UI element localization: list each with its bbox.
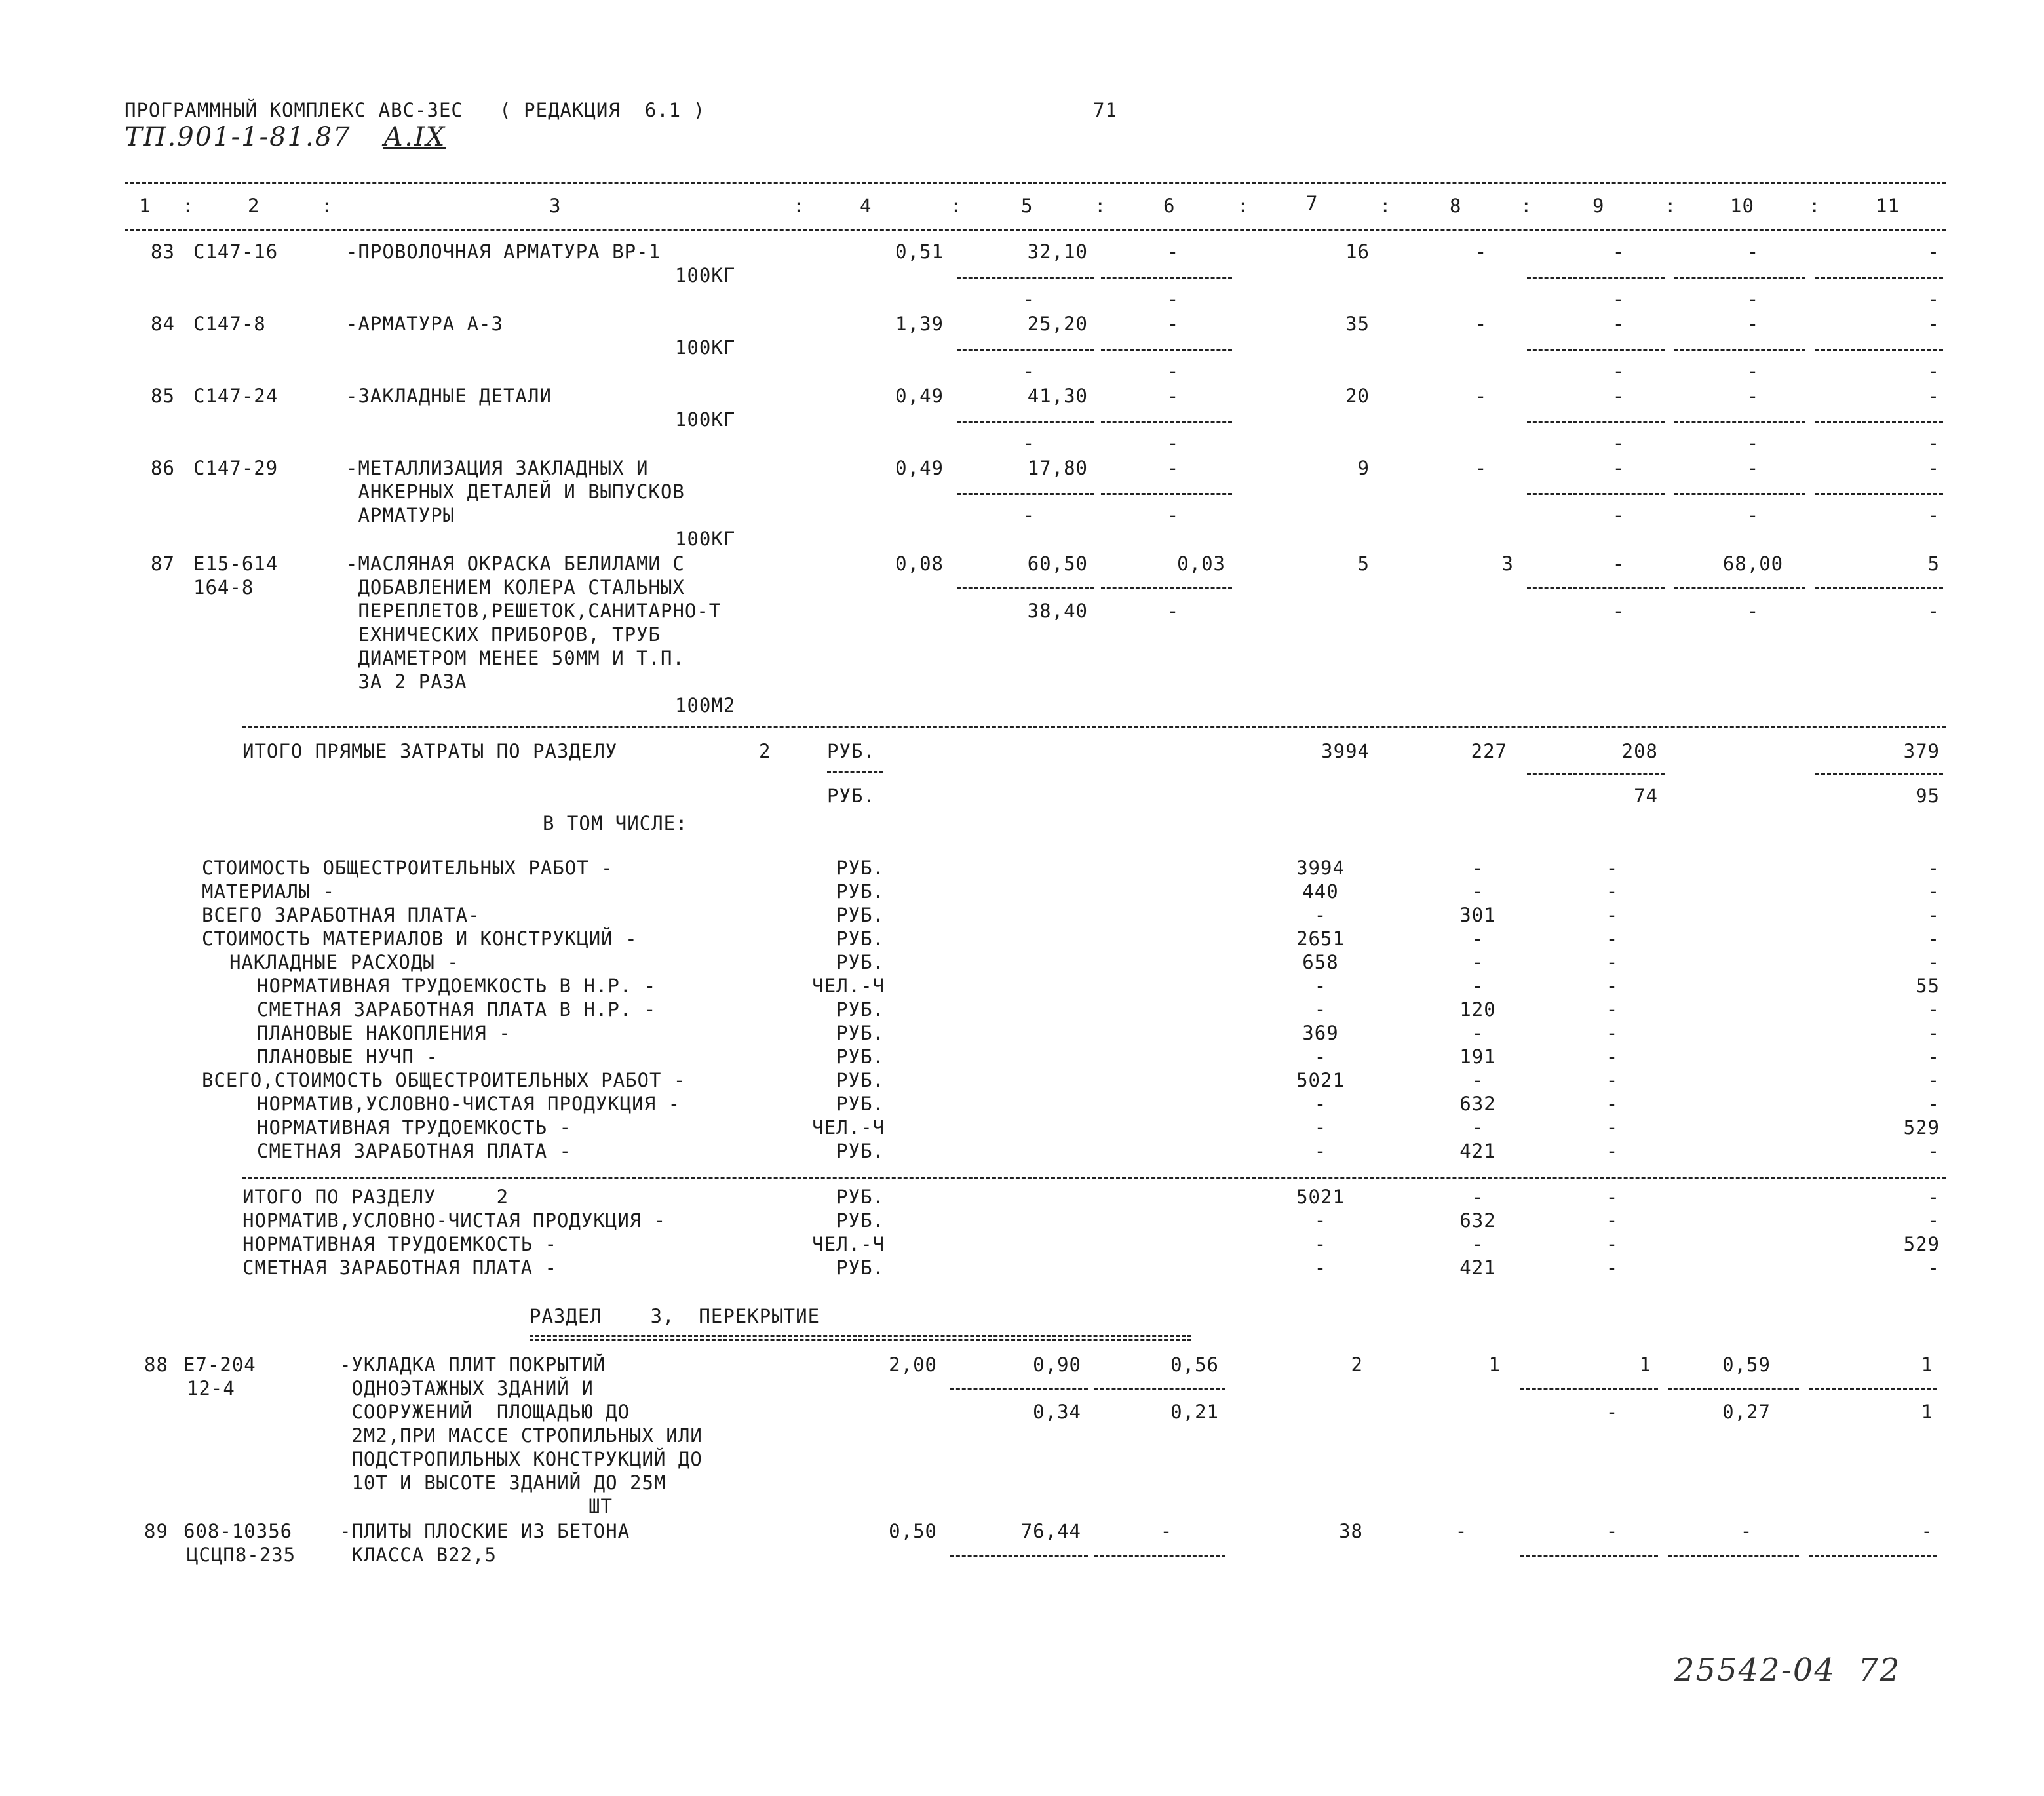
breakdown-c7: 5021	[1296, 1069, 1345, 1091]
cell-c5b: 0,34	[1033, 1401, 1081, 1423]
breakdown-c8: 120	[1459, 998, 1496, 1021]
breakdown-label: НОРМАТИВ,УСЛОВНО-ЧИСТАЯ ПРОДУКЦИЯ -	[257, 1093, 681, 1115]
item-unit: 100КГ	[675, 408, 736, 431]
section-total-c7: -	[1314, 1257, 1327, 1279]
breakdown-label: НАКЛАДНЫЕ РАСХОДЫ -	[229, 951, 459, 973]
breakdown-unit: ЧЕЛ.-Ч	[812, 1116, 885, 1139]
item-code: 12-4	[187, 1377, 235, 1399]
section-total-c11: -	[1927, 1257, 1940, 1279]
direct-total-c8: 227	[1471, 740, 1507, 762]
item-description: АРМАТУРЫ	[346, 504, 455, 526]
cell-c11: -	[1927, 241, 1940, 263]
cell-c5b: 38,40	[1027, 600, 1088, 622]
item-number: 89	[144, 1520, 168, 1542]
cell-c4: 0,51	[895, 241, 944, 263]
cell-c8: -	[1475, 241, 1488, 263]
breakdown-label: ПЛАНОВЫЕ НУЧП -	[257, 1045, 438, 1068]
cell-c8: 1	[1488, 1354, 1501, 1376]
item-code: Е7-204	[183, 1354, 256, 1376]
cell-c9b: -	[1612, 600, 1625, 622]
breakdown-label: НОРМАТИВНАЯ ТРУДОЕМКОСТЬ В Н.Р. -	[257, 975, 657, 997]
cell-c9b: -	[1612, 504, 1625, 526]
breakdown-c11: -	[1927, 1045, 1940, 1068]
cell-c10: 68,00	[1722, 553, 1784, 575]
breakdown-c11: -	[1927, 1022, 1940, 1044]
item-description: -ПЛИТЫ ПЛОСКИЕ ИЗ БЕТОНА	[339, 1520, 630, 1542]
col-header-1: 1	[139, 195, 151, 217]
breakdown-c11: -	[1927, 951, 1940, 973]
item-description: ПЕРЕПЛЕТОВ,РЕШЕТОК,САНИТАРНО-Т	[346, 600, 722, 622]
cell-c5b: -	[1022, 288, 1035, 310]
cell-c5b: -	[1022, 360, 1035, 382]
cell-c5: 0,90	[1033, 1354, 1081, 1376]
cell-c11b: -	[1927, 360, 1940, 382]
direct-total-c9: 208	[1621, 740, 1658, 762]
cell-c10: -	[1746, 313, 1760, 335]
breakdown-c7: -	[1314, 904, 1327, 926]
breakdown-c9: -	[1606, 880, 1619, 903]
breakdown-c8: -	[1471, 1069, 1484, 1091]
cell-c9: -	[1606, 1520, 1619, 1542]
breakdown-unit: РУБ.	[836, 1069, 885, 1091]
cell-c5: 41,30	[1027, 385, 1088, 407]
cell-c9: -	[1612, 313, 1625, 335]
item-code: Е15-614	[193, 553, 279, 575]
section-total-c9: -	[1606, 1257, 1619, 1279]
item-unit: 100КГ	[675, 336, 736, 359]
col-header-2: 2	[248, 195, 260, 217]
section-total-c8: 632	[1459, 1209, 1496, 1232]
item-description: ОДНОЭТАЖНЫХ ЗДАНИЙ И	[339, 1377, 594, 1399]
section-total-c11: -	[1927, 1209, 1940, 1232]
cell-c6: -	[1167, 385, 1180, 407]
breakdown-c7: -	[1314, 1140, 1327, 1162]
breakdown-c9: -	[1606, 1045, 1619, 1068]
cell-c10b: 0,27	[1722, 1401, 1771, 1423]
item-number: 84	[151, 313, 175, 335]
cell-c9b: -	[1606, 1401, 1619, 1423]
breakdown-unit: РУБ.	[836, 904, 885, 926]
item-code: С147-29	[193, 457, 279, 479]
section-total-c7: -	[1314, 1233, 1327, 1255]
breakdown-label: СТОИМОСТЬ ОБЩЕСТРОИТЕЛЬНЫХ РАБОТ -	[202, 857, 613, 879]
breakdown-c8: -	[1471, 1116, 1484, 1139]
cell-c6: 0,56	[1170, 1354, 1219, 1376]
section-rule	[242, 1177, 1946, 1179]
breakdown-unit: РУБ.	[836, 857, 885, 879]
cell-c6b: -	[1167, 288, 1180, 310]
cell-c10: -	[1746, 385, 1760, 407]
breakdown-c9: -	[1606, 1093, 1619, 1115]
item-description: ДОБАВЛЕНИЕМ КОЛЕРА СТАЛЬНЫХ	[346, 576, 685, 598]
item-code: С147-24	[193, 385, 279, 407]
cell-c7: 20	[1345, 385, 1370, 407]
cell-c7: 2	[1351, 1354, 1363, 1376]
breakdown-label: ВСЕГО,СТОИМОСТЬ ОБЩЕСТРОИТЕЛЬНЫХ РАБОТ -	[202, 1069, 686, 1091]
breakdown-c11: -	[1927, 1069, 1940, 1091]
breakdown-c11: 529	[1903, 1116, 1940, 1139]
col-header-5: 5	[1021, 195, 1033, 217]
breakdown-label: ВСЕГО ЗАРАБОТНАЯ ПЛАТА-	[202, 904, 480, 926]
cell-c7: 5	[1357, 553, 1370, 575]
section-total-c11: -	[1927, 1186, 1940, 1208]
cell-c4: 0,49	[895, 385, 944, 407]
breakdown-c8: 632	[1459, 1093, 1496, 1115]
page-number: 71	[1093, 99, 1117, 121]
breakdown-c11: -	[1927, 927, 1940, 950]
breakdown-c11: 55	[1916, 975, 1940, 997]
direct-total-unit: РУБ.	[827, 740, 876, 762]
cell-c5b: -	[1022, 504, 1035, 526]
section-total-c9: -	[1606, 1233, 1619, 1255]
section-total-unit: ЧЕЛ.-Ч	[812, 1233, 885, 1255]
cell-c5: 17,80	[1027, 457, 1088, 479]
item-number: 85	[151, 385, 175, 407]
breakdown-unit: РУБ.	[836, 1022, 885, 1044]
program-header: ПРОГРАММНЫЙ КОМПЛЕКС АВС-3ЕС ( РЕДАКЦИЯ 6.1 )	[125, 99, 706, 121]
section-total-c11: 529	[1903, 1233, 1940, 1255]
cell-c6: -	[1167, 241, 1180, 263]
cell-c8: -	[1455, 1520, 1468, 1542]
cell-c11: -	[1921, 1520, 1933, 1542]
cell-c9b: -	[1612, 288, 1625, 310]
section-total-c7: -	[1314, 1209, 1327, 1232]
breakdown-c7: -	[1314, 975, 1327, 997]
section-total-label: НОРМАТИВНАЯ ТРУДОЕМКОСТЬ -	[242, 1233, 557, 1255]
item-description: ЗА 2 РАЗА	[346, 671, 467, 693]
breakdown-c9: -	[1606, 1140, 1619, 1162]
breakdown-c8: 191	[1459, 1045, 1496, 1068]
cell-c5: 32,10	[1027, 241, 1088, 263]
cell-c6b: -	[1167, 432, 1180, 454]
breakdown-c7: -	[1314, 1045, 1327, 1068]
breakdown-c11: -	[1927, 1140, 1940, 1162]
cell-c10: 0,59	[1722, 1354, 1771, 1376]
col-header-6: 6	[1163, 195, 1176, 217]
breakdown-unit: РУБ.	[836, 1093, 885, 1115]
breakdown-c7: 2651	[1296, 927, 1345, 950]
cell-c4: 2,00	[889, 1354, 937, 1376]
breakdown-c7: -	[1314, 1093, 1327, 1115]
col-header-11: 11	[1876, 195, 1900, 217]
including-label: В ТОМ ЧИСЛЕ:	[543, 812, 688, 834]
handwritten-inventory-number: 25542-04 72	[1674, 1652, 1901, 1689]
cell-c11: 5	[1927, 553, 1940, 575]
breakdown-c9: -	[1606, 1069, 1619, 1091]
cell-c7: 9	[1357, 457, 1370, 479]
section-total-label: НОРМАТИВ,УСЛОВНО-ЧИСТАЯ ПРОДУКЦИЯ -	[242, 1209, 666, 1232]
cell-c11b: -	[1927, 504, 1940, 526]
breakdown-c8: -	[1471, 927, 1484, 950]
item-code: 164-8	[193, 576, 254, 598]
section-total-c7: 5021	[1296, 1186, 1345, 1208]
item-code: С147-8	[193, 313, 266, 335]
breakdown-c8: -	[1471, 857, 1484, 879]
breakdown-c9: -	[1606, 904, 1619, 926]
breakdown-c7: -	[1314, 1116, 1327, 1139]
breakdown-c9: -	[1606, 951, 1619, 973]
breakdown-c11: -	[1927, 998, 1940, 1021]
breakdown-unit: РУБ.	[836, 880, 885, 903]
cell-c9b: -	[1612, 432, 1625, 454]
section-rule	[242, 726, 1946, 728]
cell-c9: -	[1612, 553, 1625, 575]
cell-c4: 0,50	[889, 1520, 937, 1542]
cell-c6b: -	[1167, 360, 1180, 382]
item-description: СООРУЖЕНИЙ ПЛОЩАДЬЮ ДО	[339, 1401, 630, 1423]
section-total-label: СМЕТНАЯ ЗАРАБОТНАЯ ПЛАТА -	[242, 1257, 557, 1279]
breakdown-c8: 301	[1459, 904, 1496, 926]
header-bottom-rule	[125, 229, 1946, 231]
item-number: 88	[144, 1354, 168, 1376]
cell-c11b: 1	[1921, 1401, 1933, 1423]
cell-c10b: -	[1746, 432, 1760, 454]
cell-c10: -	[1746, 241, 1760, 263]
col-header-3: 3	[549, 195, 562, 217]
cell-c11b: -	[1927, 288, 1940, 310]
breakdown-c7: 3994	[1296, 857, 1345, 879]
breakdown-c11: -	[1927, 857, 1940, 879]
album-code: А.IX	[383, 122, 446, 152]
direct-total-label: ИТОГО ПРЯМЫЕ ЗАТРАТЫ ПО РАЗДЕЛУ	[242, 740, 618, 762]
breakdown-unit: РУБ.	[836, 927, 885, 950]
breakdown-label: СМЕТНАЯ ЗАРАБОТНАЯ ПЛАТА -	[257, 1140, 571, 1162]
cell-c5: 25,20	[1027, 313, 1088, 335]
cell-c10b: -	[1746, 360, 1760, 382]
breakdown-unit: РУБ.	[836, 998, 885, 1021]
section-total-label: ИТОГО ПО РАЗДЕЛУ 2	[242, 1186, 509, 1208]
direct-total-c9b: 74	[1634, 785, 1658, 807]
cell-c9: 1	[1639, 1354, 1651, 1376]
breakdown-label: ПЛАНОВЫЕ НАКОПЛЕНИЯ -	[257, 1022, 511, 1044]
breakdown-c9: -	[1606, 857, 1619, 879]
item-description: -МАСЛЯНАЯ ОКРАСКА БЕЛИЛАМИ С	[346, 553, 685, 575]
breakdown-c7: 369	[1302, 1022, 1339, 1044]
cell-c5: 76,44	[1020, 1520, 1081, 1542]
breakdown-c8: 421	[1459, 1140, 1496, 1162]
cell-c6b: -	[1167, 600, 1180, 622]
section-total-c9: -	[1606, 1186, 1619, 1208]
cell-c10: -	[1746, 457, 1760, 479]
cell-c4: 0,49	[895, 457, 944, 479]
breakdown-unit: РУБ.	[836, 1045, 885, 1068]
item-code: 608-10356	[183, 1520, 293, 1542]
item-unit: 100КГ	[675, 528, 736, 550]
breakdown-c11: -	[1927, 1093, 1940, 1115]
breakdown-c11: -	[1927, 904, 1940, 926]
item-description: -МЕТАЛЛИЗАЦИЯ ЗАКЛАДНЫХ И	[346, 457, 649, 479]
cell-c7: 38	[1339, 1520, 1363, 1542]
item-description: -УКЛАДКА ПЛИТ ПОКРЫТИЙ	[339, 1354, 606, 1376]
section-total-unit: РУБ.	[836, 1257, 885, 1279]
cell-c6: 0,03	[1177, 553, 1225, 575]
cell-c10b: -	[1746, 504, 1760, 526]
item-description: -ПРОВОЛОЧНАЯ АРМАТУРА ВР-1	[346, 241, 661, 263]
breakdown-label: СТОИМОСТЬ МАТЕРИАЛОВ И КОНСТРУКЦИЙ -	[202, 927, 638, 950]
section-total-c8: -	[1471, 1233, 1484, 1255]
cell-c6b: 0,21	[1170, 1401, 1219, 1423]
breakdown-c8: -	[1471, 1022, 1484, 1044]
item-unit: ШТ	[588, 1495, 613, 1517]
item-number: 87	[151, 553, 175, 575]
col-header-7: 7	[1306, 192, 1319, 214]
breakdown-unit: ЧЕЛ.-Ч	[812, 975, 885, 997]
item-unit: 100М2	[675, 694, 736, 716]
table-top-rule	[125, 182, 1946, 184]
breakdown-c11: -	[1927, 880, 1940, 903]
section-total-unit: РУБ.	[836, 1186, 885, 1208]
direct-total-c7: 3994	[1321, 740, 1370, 762]
section-total-unit: РУБ.	[836, 1209, 885, 1232]
cell-c6b: -	[1167, 504, 1180, 526]
cell-c7: 16	[1345, 241, 1370, 263]
breakdown-unit: РУБ.	[836, 951, 885, 973]
cell-c8: 3	[1501, 553, 1514, 575]
project-code: ТП.901-1-81.87	[125, 122, 351, 152]
item-description: ЕХНИЧЕСКИХ ПРИБОРОВ, ТРУБ	[346, 623, 661, 646]
section3-double-rule	[530, 1335, 1191, 1341]
cell-c9: -	[1612, 457, 1625, 479]
breakdown-c8: -	[1471, 975, 1484, 997]
cell-c11b: -	[1927, 600, 1940, 622]
item-description: ДИАМЕТРОМ МЕНЕЕ 50ММ И Т.П.	[346, 647, 685, 669]
breakdown-unit: РУБ.	[836, 1140, 885, 1162]
cell-c8: -	[1475, 457, 1488, 479]
cell-c11: -	[1927, 385, 1940, 407]
cell-c8: -	[1475, 385, 1488, 407]
cell-c8: -	[1475, 313, 1488, 335]
section-total-c8: -	[1471, 1186, 1484, 1208]
cell-c10: -	[1740, 1520, 1753, 1542]
breakdown-label: СМЕТНАЯ ЗАРАБОТНАЯ ПЛАТА В Н.Р. -	[257, 998, 657, 1021]
item-description: АНКЕРНЫХ ДЕТАЛЕЙ И ВЫПУСКОВ	[346, 480, 685, 503]
cell-c5b: -	[1022, 432, 1035, 454]
item-unit: 100КГ	[675, 264, 736, 286]
cell-c4: 1,39	[895, 313, 944, 335]
cell-c9: -	[1612, 241, 1625, 263]
cell-c6: -	[1160, 1520, 1173, 1542]
breakdown-c9: -	[1606, 1022, 1619, 1044]
breakdown-c7: -	[1314, 998, 1327, 1021]
item-description: 10Т И ВЫСОТЕ ЗДАНИЙ ДО 25М	[339, 1472, 666, 1494]
breakdown-c9: -	[1606, 1116, 1619, 1139]
cell-c11b: -	[1927, 432, 1940, 454]
item-number: 86	[151, 457, 175, 479]
breakdown-c9: -	[1606, 927, 1619, 950]
col-header-10: 10	[1730, 195, 1754, 217]
cell-c4: 0,08	[895, 553, 944, 575]
cell-c10b: -	[1746, 600, 1760, 622]
item-code: С147-16	[193, 241, 279, 263]
item-code: ЦСЦП8-235	[187, 1544, 296, 1566]
breakdown-c8: -	[1471, 951, 1484, 973]
section3-title: РАЗДЕЛ 3, ПЕРЕКРЫТИЕ	[530, 1305, 820, 1327]
item-description: -ЗАКЛАДНЫЕ ДЕТАЛИ	[346, 385, 552, 407]
direct-total-unit2: РУБ.	[827, 785, 876, 807]
breakdown-c9: -	[1606, 998, 1619, 1021]
item-number: 83	[151, 241, 175, 263]
cell-c9: -	[1612, 385, 1625, 407]
cell-c7: 35	[1345, 313, 1370, 335]
cell-c9b: -	[1612, 360, 1625, 382]
item-description: -АРМАТУРА А-3	[346, 313, 503, 335]
breakdown-label: НОРМАТИВНАЯ ТРУДОЕМКОСТЬ -	[257, 1116, 571, 1139]
cell-c11: -	[1927, 313, 1940, 335]
direct-total-c11: 379	[1903, 740, 1940, 762]
col-header-8: 8	[1450, 195, 1462, 217]
cell-c10b: -	[1746, 288, 1760, 310]
cell-c5: 60,50	[1027, 553, 1088, 575]
col-header-4: 4	[860, 195, 872, 217]
breakdown-c7: 658	[1302, 951, 1339, 973]
item-description: 2М2,ПРИ МАССЕ СТРОПИЛЬНЫХ ИЛИ	[339, 1424, 703, 1447]
cell-c6: -	[1167, 457, 1180, 479]
breakdown-c7: 440	[1302, 880, 1339, 903]
item-description: КЛАССА В22,5	[339, 1544, 497, 1566]
cell-c11: 1	[1921, 1354, 1933, 1376]
breakdown-c9: -	[1606, 975, 1619, 997]
col-header-9: 9	[1592, 195, 1605, 217]
cell-c11: -	[1927, 457, 1940, 479]
item-description: ПОДСТРОПИЛЬНЫХ КОНСТРУКЦИЙ ДО	[339, 1448, 703, 1470]
section-total-c8: 421	[1459, 1257, 1496, 1279]
breakdown-c8: -	[1471, 880, 1484, 903]
cell-c6: -	[1167, 313, 1180, 335]
breakdown-label: МАТЕРИАЛЫ -	[202, 880, 336, 903]
direct-total-section: 2	[759, 740, 771, 762]
direct-total-c11b: 95	[1916, 785, 1940, 807]
section-total-c9: -	[1606, 1209, 1619, 1232]
